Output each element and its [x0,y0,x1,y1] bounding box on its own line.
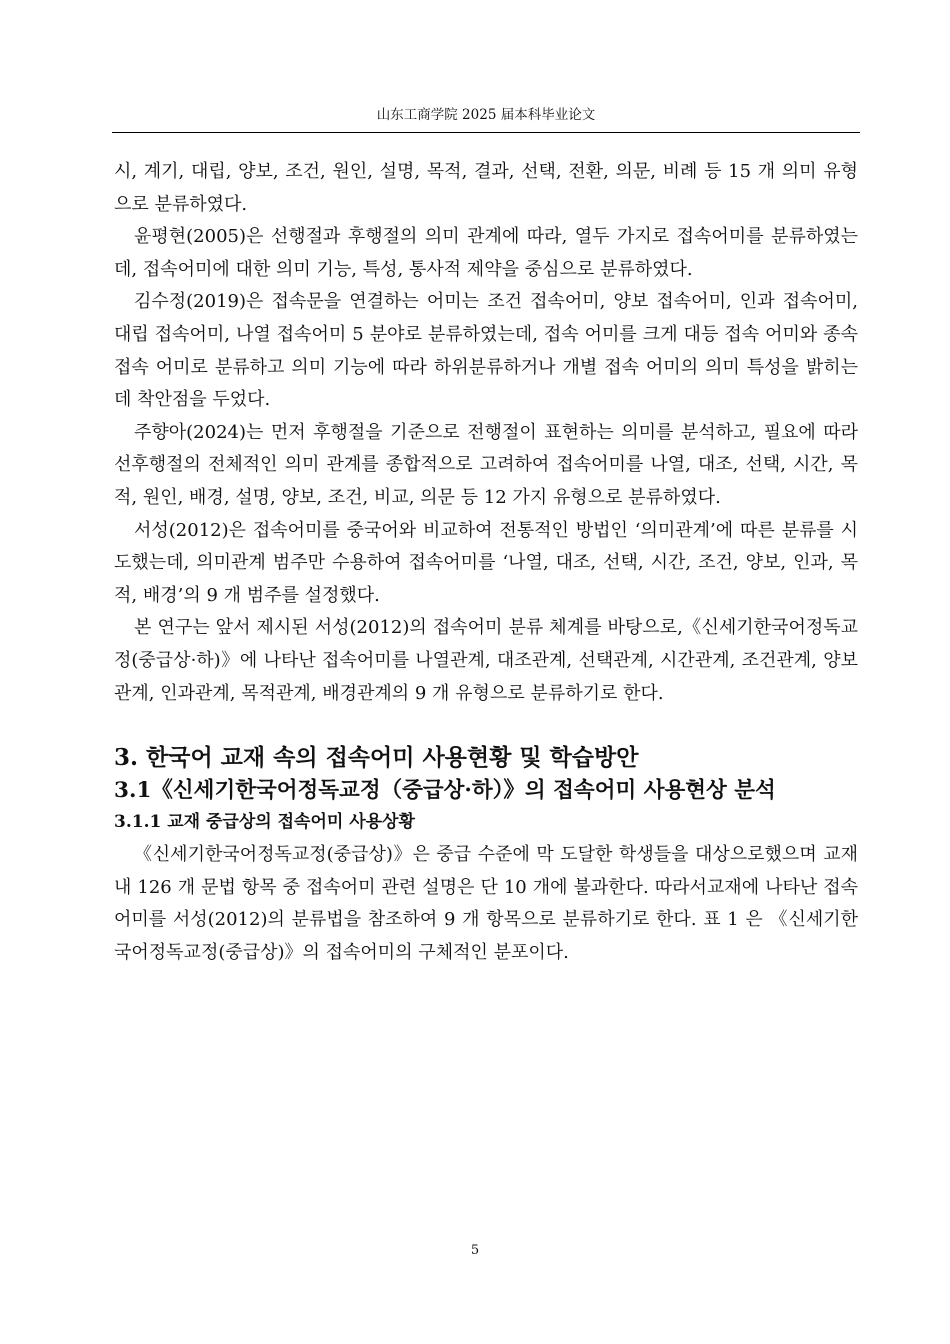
paragraph: 본 연구는 앞서 제시된 서성(2012)의 접속어미 분류 체계를 바탕으로,《신세기한국어정독교정(중급상·하)》에 나타난 접속어미를 나열관계, 대조관계, 선택관계, 시간관계, 조건관계, 양보관계, 인과관계, 목적관계, 배경관계의 9 개 유형으로 분류하기로 한다. [114,617,858,704]
running-header: 山东工商学院 2025 届本科毕业论文 [376,107,596,123]
page-body [114,156,858,969]
paragraph: 《신세기한국어정독교정(중급상)》은 중급 수준에 막 도달한 학생들을 대상으로했으며 교재 내 126 개 문법 항목 중 접속어미 관련 설명은 단 10 개에 불과한다. 따라서교재에 나타난 접속어미를 서성(2012)의 분류법을 참조하여 9 개 항목으로 분류하기로 한다. 표 1 은 《신세기한국어정독교정(중급상)》의 접속어미의 구체적인 분포이다. [114,844,858,963]
paragraph: 김수정(2019)은 접속문을 연결하는 어미는 조건 접속어미, 양보 접속어미, 인과 접속어미, 대립 접속어미, 나열 접속어미 5 분야로 분류하였는데, 접속 어미를 크게 대등 접속 어미와 종속 접속 어미로 분류하고 의미 기능에 따라 하위분류하거나 개별 접속 어미의 의미 특성을 밝히는 데 착안점을 두었다. [114,291,858,411]
page-number: 5 [470,1243,480,1258]
subsubsection-heading: 3.1.1 교재 중급상의 접속어미 사용상황 [114,812,415,833]
section-heading: 3. 한국어 교재 속의 접속어미 사용현황 및 학습방안 [114,744,639,772]
paragraph: 시, 계기, 대립, 양보, 조건, 원인, 설명, 목적, 결과, 선택, 전환, 의문, 비례 등 15 개 의미 유형으로 분류하였다. [114,161,858,215]
paragraph: 서성(2012)은 접속어미를 중국어와 비교하여 전통적인 방법인 ‘의미관계’에 따른 분류를 시도했는데, 의미관계 범주만 수용하여 접속어미를 ‘나열, 대조, 선택, 시간, 조건, 양보, 인과, 목적, 배경’의 9 개 범주를 설정했다. [114,519,858,606]
paragraph: 주향아(2024)는 먼저 후행절을 기준으로 전행절이 표현하는 의미를 분석하고, 필요에 따라 선후행절의 전체적인 의미 관계를 종합적으로 고려하여 접속어미를 나열, 대조, 선택, 시간, 목적, 원인, 배경, 설명, 양보, 조건, 비교, 의문 등 12 가지 유형으로 분류하였다. [114,421,858,508]
header-divider [112,132,860,133]
paragraph: 윤평현(2005)은 선행절과 후행절의 의미 관계에 따라, 열두 가지로 접속어미를 분류하였는데, 접속어미에 대한 의미 기능, 특성, 통사적 제약을 중심으로 분류하였다. [114,226,858,280]
subsection-heading: 3.1《신세기한국어정독교정（중급상·하）》의 접속어미 사용현상 분석 [114,778,776,804]
